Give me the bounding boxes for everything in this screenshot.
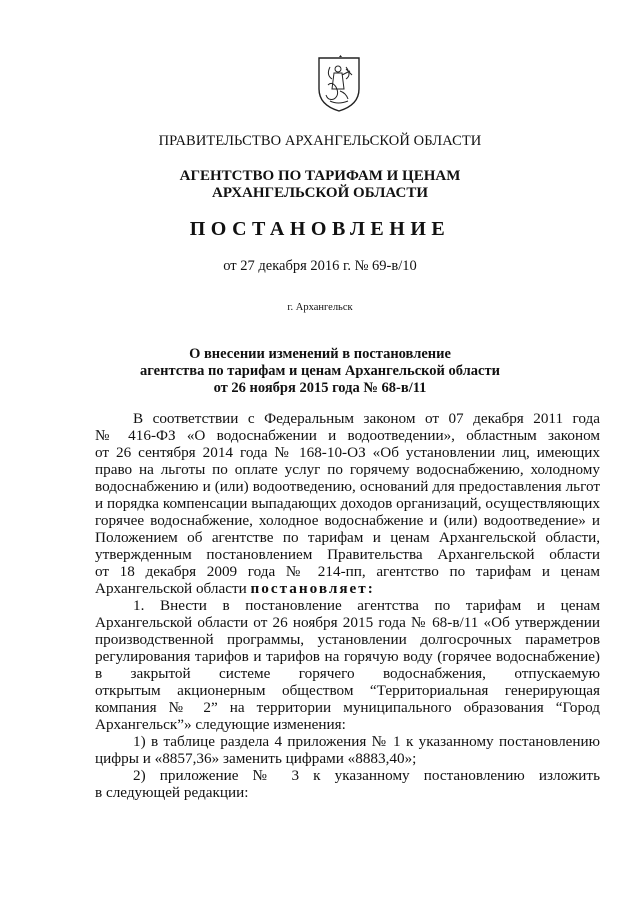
text-line: цифры и «8857,36» заменить цифрами «8883,40»;	[95, 750, 417, 767]
text-line: регулирования тарифов и тарифов на горячую воду (горячее водоснабжение)	[95, 648, 600, 665]
text-line: горячее водоснабжение, холодное водоснабжение и (или) водоотведение» и	[95, 512, 600, 529]
text-line: № 416-ФЗ «О водоснабжении и водоотведении», областным законом	[95, 427, 600, 444]
text-line: от 18 декабря 2009 года № 214-пп, агентство по тарифам и ценам	[95, 563, 600, 580]
text-line: от 26 сентября 2014 года № 168-10-ОЗ «Об установлении лиц, имеющих	[95, 444, 600, 461]
text-line: водоснабжению и (или) водоотведению, оснований для предоставления льгот	[95, 478, 600, 495]
text-fragment: Архангельской области	[95, 580, 251, 597]
document-subject	[0, 346, 640, 397]
text-line: в следующей редакции:	[95, 784, 249, 801]
paragraph-subitem-2	[95, 767, 600, 801]
government-name: ПРАВИТЕЛЬСТВО АРХАНГЕЛЬСКОЙ ОБЛАСТИ	[158, 133, 482, 149]
text-line: 2) приложение № 3 к указанному постановлению изложить	[133, 767, 600, 784]
text-line: 1) в таблице раздела 4 приложения № 1 к указанному постановлению	[133, 733, 600, 750]
coat-of-arms-icon	[316, 55, 362, 113]
text-line	[95, 580, 600, 597]
text-line: производственной программы, установлении долгосрочных параметров	[95, 631, 600, 648]
document-city: г. Архангельск	[287, 302, 353, 313]
text-line: открытым акционерным обществом “Территориальная генерирующая	[95, 682, 600, 699]
text-line: В соответствии с Федеральным законом от 07 декабря 2011 года	[133, 410, 600, 427]
text-line: утвержденным постановлением Правительства Архангельской области	[95, 546, 600, 563]
text-line: Архангельской области от 26 ноября 2015 года № 68-в/11 «Об утверждении	[95, 614, 600, 631]
text-line: 1. Внести в постановление агентства по тарифам и ценам	[133, 597, 600, 614]
document-date-number: от 27 декабря 2016 г. № 69-в/10	[223, 258, 417, 274]
resolution-keyword: постановляет:	[250, 580, 375, 597]
paragraph-item-1	[95, 597, 600, 733]
text-line: право на льготы по оплате услуг по горячему водоснабжению, холодному	[95, 461, 600, 478]
text-line: компания № 2” на территории муниципального образования “Город	[95, 699, 600, 716]
subject-line2: агентства по тарифам и ценам Архангельской области	[140, 363, 500, 379]
paragraph-subitem-1	[95, 733, 600, 767]
agency-name-line2: АРХАНГЕЛЬСКОЙ ОБЛАСТИ	[212, 185, 428, 201]
subject-line3: от 26 ноября 2015 года № 68-в/11	[213, 380, 427, 396]
text-line: Положением об агентстве по тарифам и ценам Архангельской области,	[95, 529, 600, 546]
paragraph-preamble	[95, 410, 600, 597]
document-body	[95, 410, 600, 801]
text-line: в закрытой системе горячего водоснабжения, отпускаемую	[95, 665, 600, 682]
text-line: и порядка компенсации выпадающих доходов организаций, осуществляющих	[95, 495, 600, 512]
subject-line1: О внесении изменений в постановление	[189, 346, 451, 362]
text-line: Архангельск”» следующие изменения:	[95, 716, 346, 733]
agency-name-line1: АГЕНТСТВО ПО ТАРИФАМ И ЦЕНАМ	[179, 168, 461, 184]
document-type: ПОСТАНОВЛЕНИЕ	[189, 218, 451, 240]
agency-name	[0, 168, 640, 202]
